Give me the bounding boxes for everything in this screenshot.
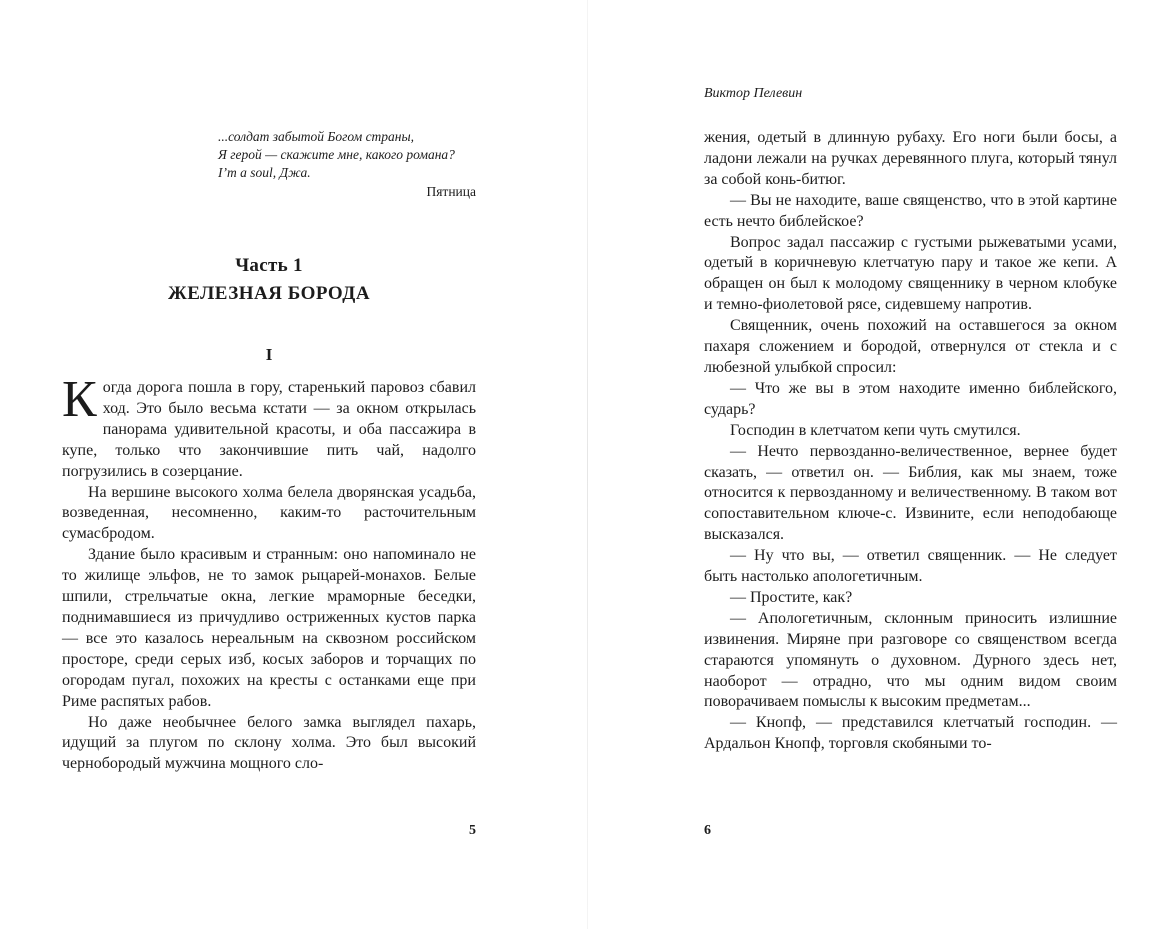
left-page xyxy=(62,0,476,929)
paragraph: — Кнопф, — представился клетчатый господин. — Ардальон Кнопф, торговля скобяными то- xyxy=(704,714,1117,753)
book-gutter xyxy=(587,0,588,929)
paragraph: Вопрос задал пассажир с густыми рыжеватыми усами, одетый в коричневую клетчатую пару и такое же кепи. А обращен он был к молодому священнику в черном клобуке и темно-фиолетовой рясе, сидевшему напротив. xyxy=(704,233,1117,314)
paragraph: — Что же вы в этом находите именно библейского, сударь? xyxy=(704,379,1117,418)
part-title: ЖЕЛЕЗНАЯ БОРОДА xyxy=(167,283,371,304)
epigraph-line: ...солдат забытой Богом страны, xyxy=(218,129,415,144)
paragraph: — Вы не находите, ваше священство, что в этой картине есть нечто библейское? xyxy=(704,191,1117,230)
paragraph: — Простите, как? xyxy=(730,588,853,606)
right-page xyxy=(704,0,1117,929)
drop-cap: К xyxy=(62,371,97,428)
right-body-text xyxy=(704,128,1117,755)
paragraph: Здание было красивым и странным: оно напоминало не то жилище эльфов, не то замок рыцарей-монахов. Белые шпили, стрельчатые окна, легкие мраморные беседки, поднимавшиеся из причудливо остриженных кустов парка — все это казалось нереальным на сквозном российском просторе, среди серых изб, косых заборов и торчащих по огородам пугал, похожих на кресты с останками еще при Риме распятых рабов. xyxy=(62,546,476,710)
paragraph: жения, одетый в длинную рубаху. Его ноги были босы, а ладони лежали на ручках деревянного плуга, который тянул за собой конь-битюг. xyxy=(704,129,1117,188)
page-number: 6 xyxy=(704,823,711,838)
paragraph-text: огда дорога пошла в гору, старенький паровоз сбавил ход. Это было весьма кстати — за окном открылась панорама удивительной красоты, и оба пассажира в купе, только что закончившие пить чай, надолго погрузились в созерцание. xyxy=(62,379,476,480)
chapter-number: I xyxy=(265,345,273,364)
left-body-text xyxy=(62,371,476,775)
paragraph xyxy=(62,371,476,483)
paragraph: Но даже необычнее белого замка выглядел пахарь, идущий за плугом по склону холма. Это был высокий чернобородый мужчина мощного сло- xyxy=(62,713,476,773)
paragraph: На вершине высокого холма белела дворянская усадьба, возведенная, несомненно, каким-то расточительным сумасбродом. xyxy=(62,483,476,543)
paragraph: — Ну что вы, — ответил священник. — Не следует быть настолько апологетичным. xyxy=(704,547,1117,586)
paragraph: Священник, очень похожий на оставшегося за окном пахаря сложением и бородой, отвернулся от стекла и с любезной улыбкой спросил: xyxy=(704,317,1117,376)
paragraph: — Апологетичным, склонным приносить излишние извинения. Миряне при разговоре со священством всегда стараются упомянуть о духовном. Дурного здесь нет, наоборот — отрадно, что мы одним видом своим поворачиваем помыслы к высоким предметам... xyxy=(704,609,1117,711)
page-number: 5 xyxy=(469,823,476,838)
epigraph-line: I’m a soul, Джа. xyxy=(218,165,311,180)
paragraph: Господин в клетчатом кепи чуть смутился. xyxy=(730,421,1021,439)
epigraph-author: Пятница xyxy=(426,184,476,199)
running-head-author: Виктор Пелевин xyxy=(704,86,803,101)
epigraph xyxy=(218,128,476,201)
paragraph: — Нечто первозданно-величественное, вернее будет сказать, — ответил он. — Библия, как мы знаем, тоже относится к первозданному и величественному. В таком вот сопоставительном ключе-с. Извините, если неподобающе высказался. xyxy=(704,442,1117,544)
epigraph-line: Я герой — скажите мне, какого романа? xyxy=(218,147,455,162)
part-label: Часть 1 xyxy=(235,255,303,276)
